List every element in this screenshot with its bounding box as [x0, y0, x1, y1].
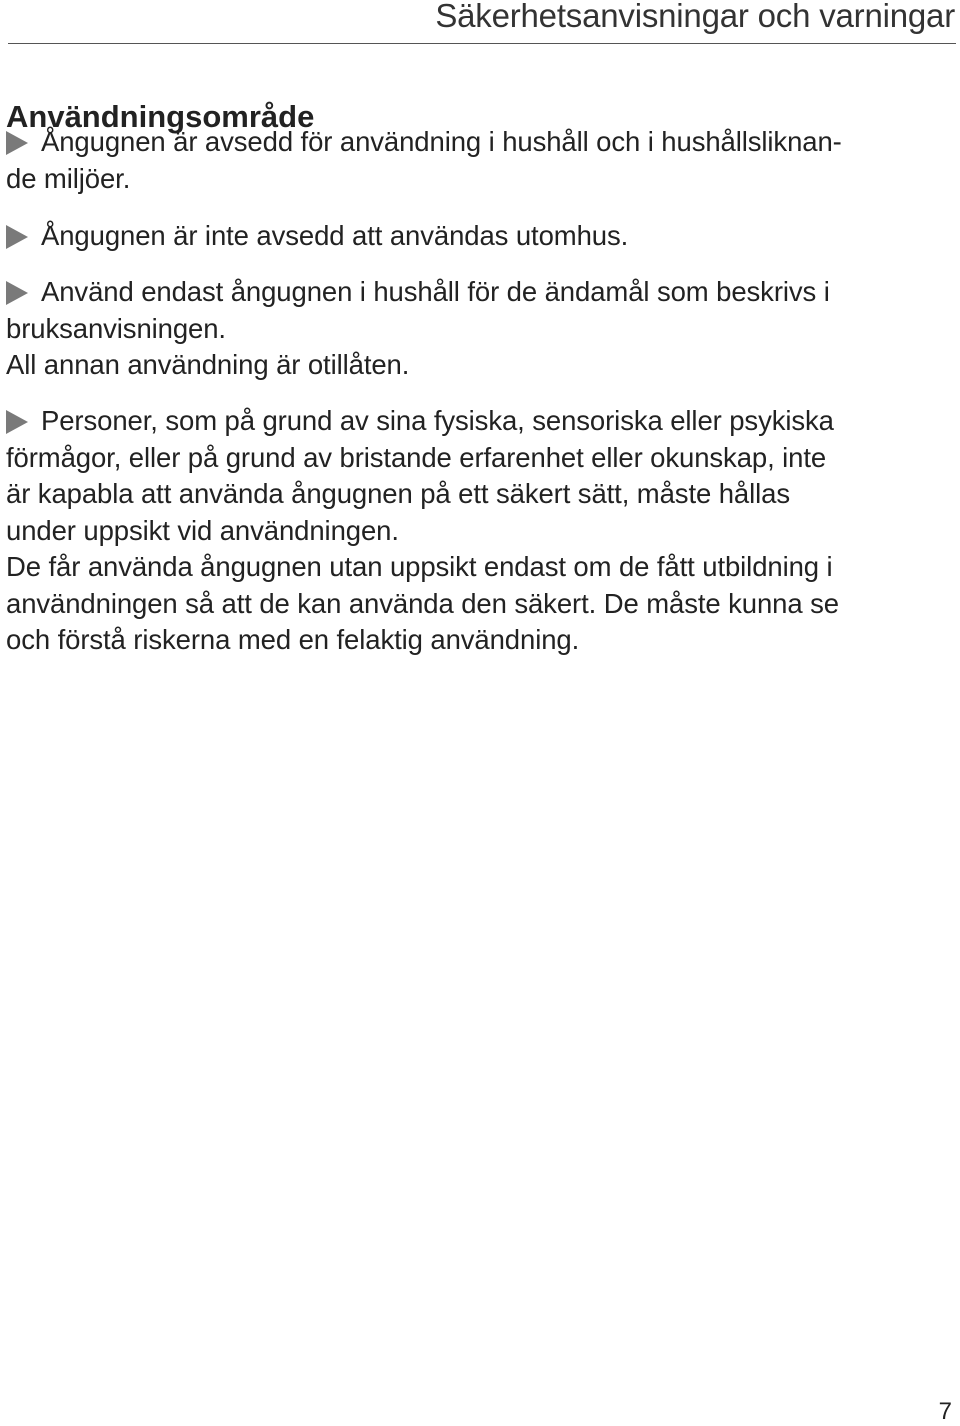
item-text: Personer, som på grund av sina fysiska, sensoriska eller psykiska: [41, 405, 834, 436]
triangle-right-icon: [6, 281, 28, 305]
list-item: [6, 274, 956, 384]
section-heading: Användningsområde: [6, 98, 315, 134]
item-text: Ångugnen är inte avsedd att användas utomhus.: [41, 220, 629, 251]
item-line: de miljöer.: [6, 162, 131, 194]
item-line: All annan användning är otillåten.: [6, 349, 410, 380]
page-number: 7: [938, 1398, 952, 1425]
item-line: [6, 403, 956, 440]
item-text: Ångugnen är avsedd för användning i hushåll och i hushållsliknan-: [41, 126, 842, 157]
triangle-right-icon: [6, 131, 28, 155]
item-line: [6, 124, 956, 161]
item-line: förmågor, eller på grund av bristande erfarenhet eller okunskap, inte: [6, 441, 827, 473]
item-line: är kapabla att använda ångugnen på ett säkert sätt, måste hållas: [6, 478, 790, 509]
running-header-title: Säkerhetsanvisningar och varningar: [435, 0, 955, 34]
item-line: De får använda ångugnen utan uppsikt endast om de fått utbildning i: [6, 551, 833, 582]
header-divider: [8, 43, 956, 44]
item-line: [6, 218, 956, 255]
list-item: [6, 218, 956, 255]
triangle-right-icon: [6, 225, 28, 249]
list-item: [6, 124, 956, 197]
item-line: [6, 274, 956, 311]
list-item: [6, 403, 956, 659]
item-line: och förstå riskerna med en felaktig användning.: [6, 624, 580, 655]
item-text: Använd endast ångugnen i hushåll för de ändamål som beskrivs i: [41, 276, 830, 307]
triangle-right-icon: [6, 410, 28, 434]
item-line: under uppsikt vid användningen.: [6, 514, 399, 546]
item-line: bruksanvisningen.: [6, 312, 226, 344]
item-line: användningen så att de kan använda den säkert. De måste kunna se: [6, 587, 839, 619]
